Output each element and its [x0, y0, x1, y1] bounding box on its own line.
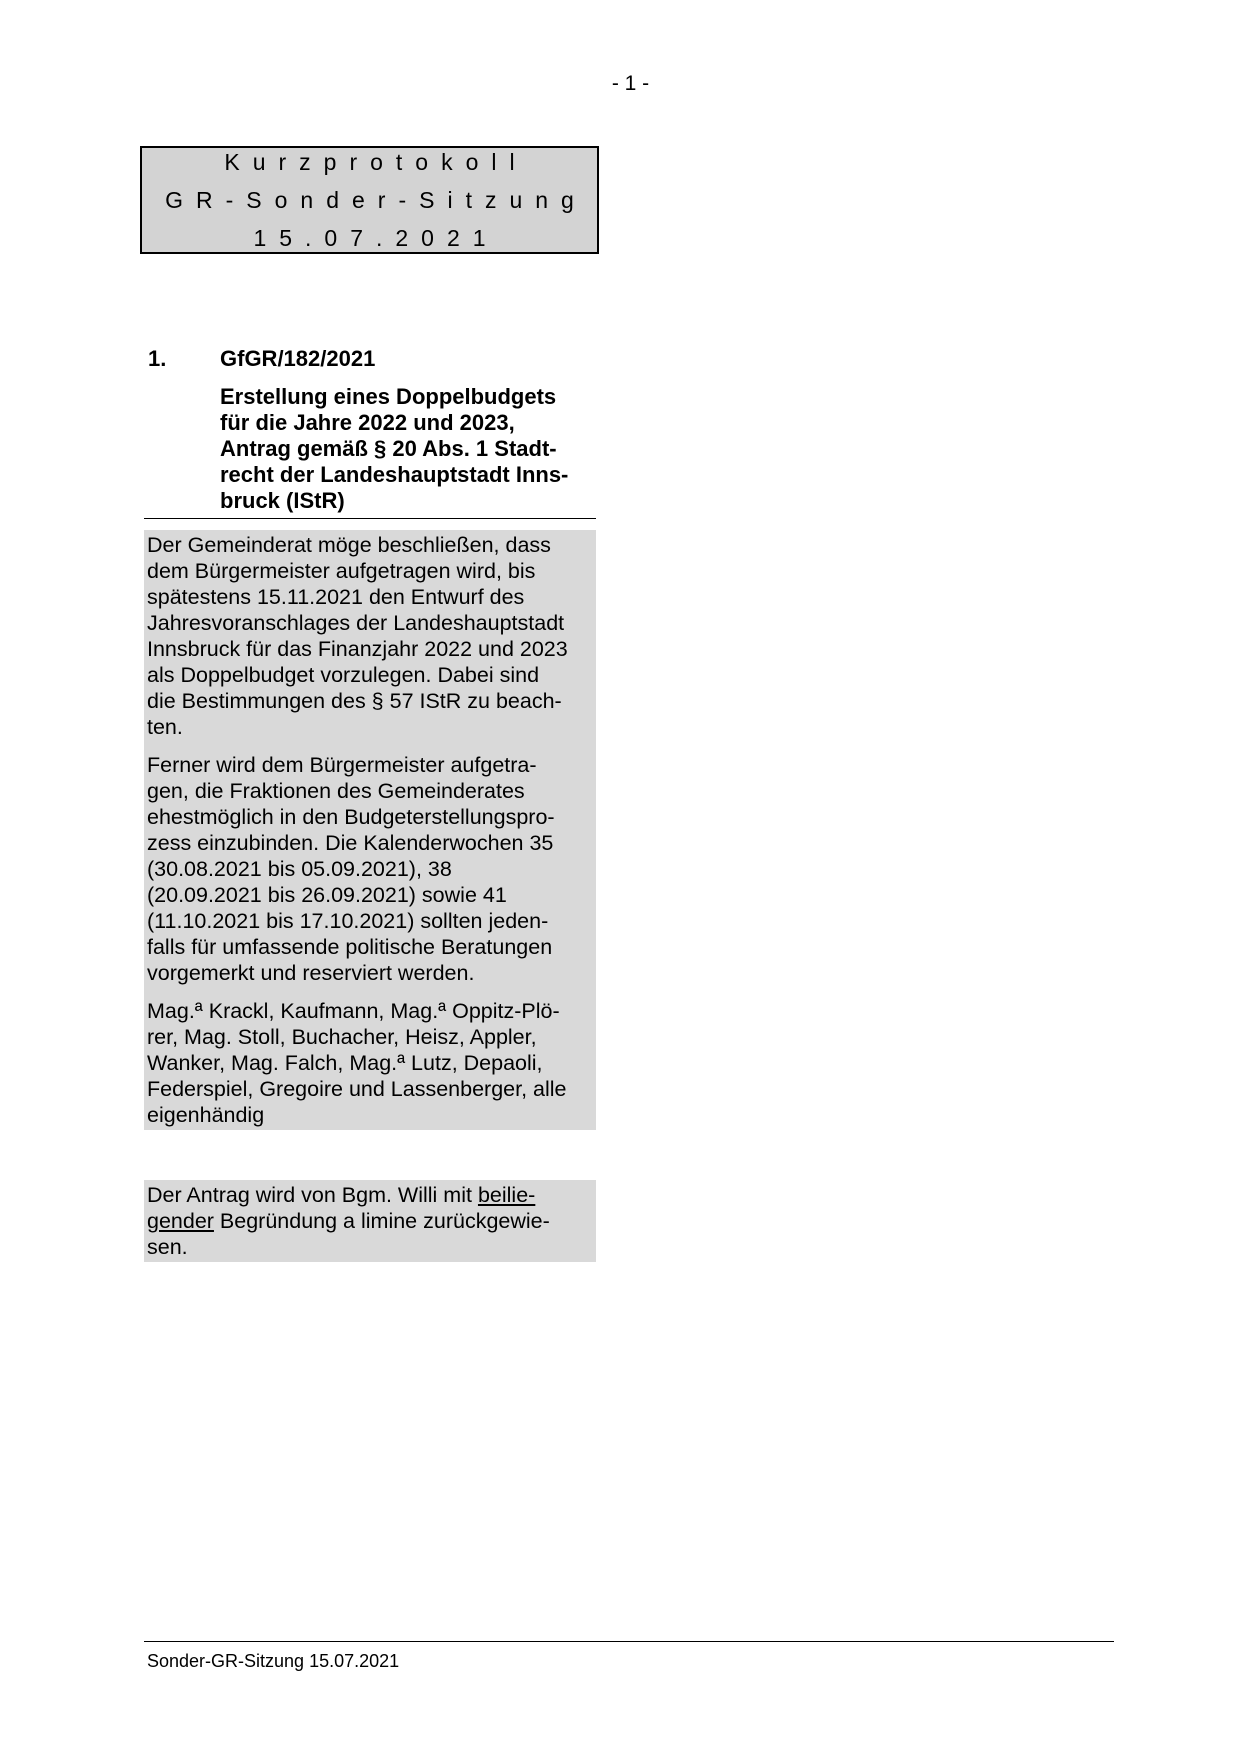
decision-text: Der Antrag wird von Bgm. Willi mit [147, 1183, 478, 1207]
decision-text: Begründung a limine zurückgewie- [213, 1209, 550, 1233]
text-line: Mag.ª Krackl, Kaufmann, Mag.ª Oppitz-Plö- [147, 999, 560, 1023]
item-title-line: bruck (IStR) [220, 488, 345, 513]
text-line [147, 1208, 594, 1234]
text-line: (30.08.2021 bis 05.09.2021), 38 [147, 857, 452, 881]
text-line: ten. [147, 715, 183, 739]
text-line: Der Gemeinderat möge beschließen, dass [147, 533, 551, 557]
item-title [220, 384, 590, 514]
footer-divider [144, 1641, 1114, 1642]
text-line: rer, Mag. Stoll, Buchacher, Heisz, Appler, [147, 1025, 537, 1049]
decision-text-block [144, 1180, 596, 1262]
text-line: Ferner wird dem Bürgermeister aufgetra- [147, 753, 537, 777]
item-title-line: Antrag gemäß § 20 Abs. 1 Stadt- [220, 436, 557, 461]
item-title-line: Erstellung eines Doppelbudgets [220, 384, 557, 409]
attachment-link[interactable]: beilie- [477, 1183, 536, 1207]
item-number: 1. [148, 346, 167, 371]
item-title-line: recht der Landeshauptstadt Inns- [220, 462, 569, 487]
text-line: Wanker, Mag. Falch, Mag.ª Lutz, Depaoli, [147, 1051, 543, 1075]
text-line: Innsbruck für das Finanzjahr 2022 und 2023 [147, 637, 568, 661]
text-line: vorgemerkt und reserviert werden. [147, 961, 475, 985]
text-line: Jahresvoranschlages der Landeshauptstadt [147, 611, 565, 635]
item-code: GfGR/182/2021 [220, 346, 376, 371]
text-line: eigenhändig [147, 1103, 265, 1127]
text-line: (20.09.2021 bis 26.09.2021) sowie 41 [147, 883, 507, 907]
text-line: gen, die Fraktionen des Gemeinderates [147, 779, 525, 803]
text-line: die Bestimmungen des § 57 IStR zu beach- [147, 689, 562, 713]
motion-paragraph-1 [147, 532, 594, 740]
footer-text: Sonder-GR-Sitzung 15.07.2021 [147, 1651, 400, 1671]
text-line: Federspiel, Gregoire und Lassenberger, alle [147, 1077, 567, 1101]
text-line [147, 1182, 594, 1208]
item-title-line: für die Jahre 2022 und 2023, [220, 410, 515, 435]
text-line: dem Bürgermeister aufgetragen wird, bis [147, 559, 536, 583]
text-line: als Doppelbudget vorzulegen. Dabei sind [147, 663, 540, 687]
page-number: - 1 - [611, 72, 650, 95]
text-line: zess einzubinden. Die Kalenderwochen 35 [147, 831, 554, 855]
text-line: spätestens 15.11.2021 den Entwurf des [147, 585, 525, 609]
text-line: sen. [147, 1235, 188, 1259]
title-box [140, 146, 599, 254]
title-divider [144, 518, 596, 519]
text-line: ehestmöglich in den Budgeterstellungspro- [147, 805, 555, 829]
attachment-link[interactable]: gender [147, 1209, 214, 1233]
text-line: (11.10.2021 bis 17.10.2021) sollten jeden- [147, 909, 549, 933]
title-line-date: 15.07.2021 [253, 225, 499, 251]
motion-paragraph-2 [147, 752, 594, 986]
motion-text-block [144, 530, 596, 1130]
title-line-protocol: Kurzprotokoll [224, 149, 528, 175]
title-line-session: GR-Sonder-Sitzung [165, 187, 587, 213]
motion-signatories [147, 998, 594, 1128]
text-line: falls für umfassende politische Beratungen [147, 935, 553, 959]
